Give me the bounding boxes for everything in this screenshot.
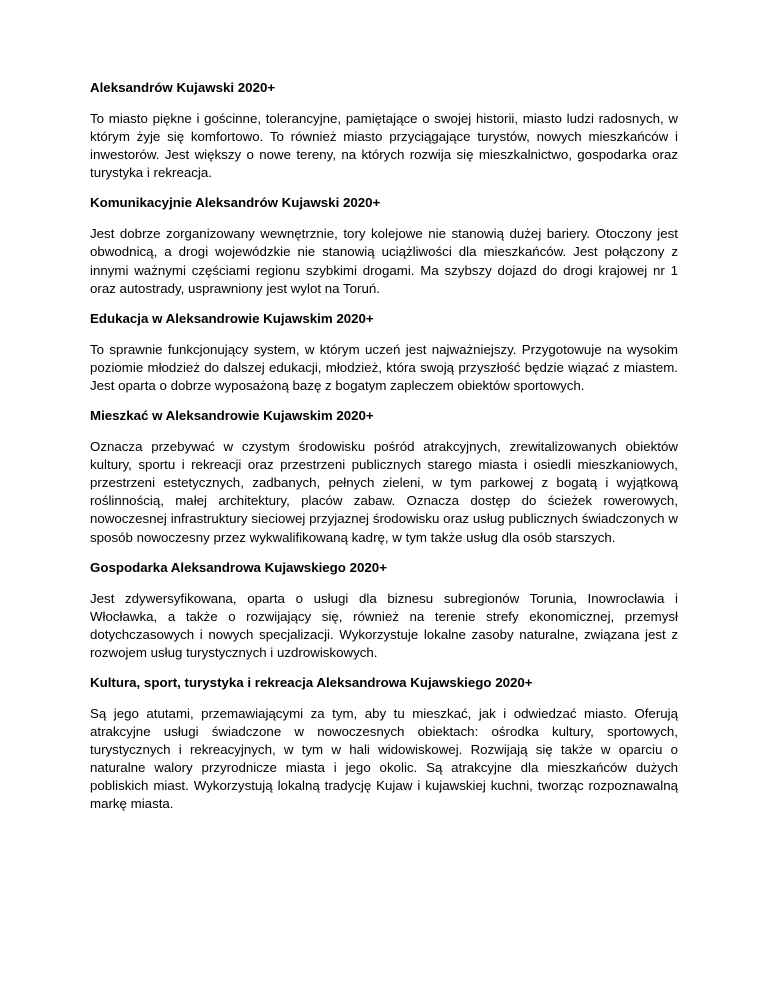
section-transport bbox=[90, 194, 678, 297]
section-economy bbox=[90, 559, 678, 662]
section-paragraph: Oznacza przebywać w czystym środowisku pośród atrakcyjnych, zrewitalizowanych obiektów kultury, sportu i rekreacji oraz przestrzeni publicznych starego miasta i osiedli mieszkaniowych, przestrzeni estetycznych, zadbanych, pełnych zieleni, w tym parkowej z bogatą i wyjątkową roślinnością, małej architektury, placów zabaw. Oznacza dostęp do ścieżek rowerowych, nowoczesnej infrastruktury sieciowej przyjaznej środowisku oraz usług publicznych świadczonych w sposób nowoczesny przez wykwalifikowaną kadrę, w tym także usług dla osób starszych. bbox=[90, 439, 678, 545]
section-heading: Kultura, sport, turystyka i rekreacja Aleksandrowa Kujawskiego 2020+ bbox=[90, 674, 533, 690]
section-heading: Gospodarka Aleksandrowa Kujawskiego 2020+ bbox=[90, 559, 387, 575]
section-overview bbox=[90, 79, 678, 182]
section-heading: Edukacja w Aleksandrowie Kujawskim 2020+ bbox=[90, 310, 374, 326]
section-paragraph: Jest dobrze zorganizowany wewnętrznie, tory kolejowe nie stanowią dużej bariery. Otoczony jest obwodnicą, a drogi wojewódzkie nie stanowią uciążliwości dla mieszkańców. Jest połączony z innymi ważnymi częściami regionu szybkimi drogami. Ma szybszy dojazd do drogi krajowej nr 1 oraz autostrady, usprawniony jest wylot na Toruń. bbox=[90, 226, 678, 296]
section-paragraph: To sprawnie funkcjonujący system, w którym uczeń jest najważniejszy. Przygotowuje na wysokim poziomie młodzież do dalszej edukacji, młodzież, która swoją przyszłość będzie wiązać z miastem. Jest oparta o dobrze wyposażoną bazę z bogatym zapleczem obiektów sportowych. bbox=[90, 341, 678, 393]
section-paragraph: Jest zdywersyfikowana, oparta o usługi dla biznesu subregionów Torunia, Inowrocławia i Włocławka, a także o rozwijający się, również na terenie strefy ekonomicznej, przemysł dotychczasowych i nowych specjalizacji. Wykorzystuje lokalne zasoby naturalne, związana jest z rozwojem usług turystycznych i uzdrowiskowych. bbox=[90, 590, 678, 660]
section-paragraph: Są jego atutami, przemawiającymi za tym, aby tu mieszkać, jak i odwiedzać miasto. Oferują atrakcyjne usługi świadczone w nowoczesnych obiektach: ośrodka kultury, sportowych, turystycznych i rekreacyjnych, w tym w hali widowiskowej. Rozwijają się także w oparciu o naturalne walory przyrodnicze miasta i jego okolic. Są atrakcyjne dla mieszkańców dużych pobliskich miast. Wykorzystują lokalną tradycję Kujaw i kujawskiej kuchni, tworząc rozpoznawalną markę miasta. bbox=[90, 705, 678, 812]
section-heading: Aleksandrów Kujawski 2020+ bbox=[90, 80, 276, 95]
section-culture bbox=[90, 674, 678, 814]
section-heading: Komunikacyjnie Aleksandrów Kujawski 2020+ bbox=[90, 195, 381, 211]
section-heading: Mieszkać w Aleksandrowie Kujawskim 2020+ bbox=[90, 408, 374, 424]
section-paragraph: To miasto piękne i gościnne, tolerancyjne, pamiętające o swojej historii, miasto ludzi radosnych, w którym żyje się komfortowo. To również miasto przyciągające turystów, nowych mieszkańców i inwestorów. Jest większy o nowe tereny, na których rozwija się mieszkalnictwo, gospodarka oraz turystyka i rekreacja. bbox=[90, 111, 678, 181]
section-education bbox=[90, 310, 678, 395]
document-body bbox=[90, 79, 678, 826]
section-living bbox=[90, 407, 678, 547]
